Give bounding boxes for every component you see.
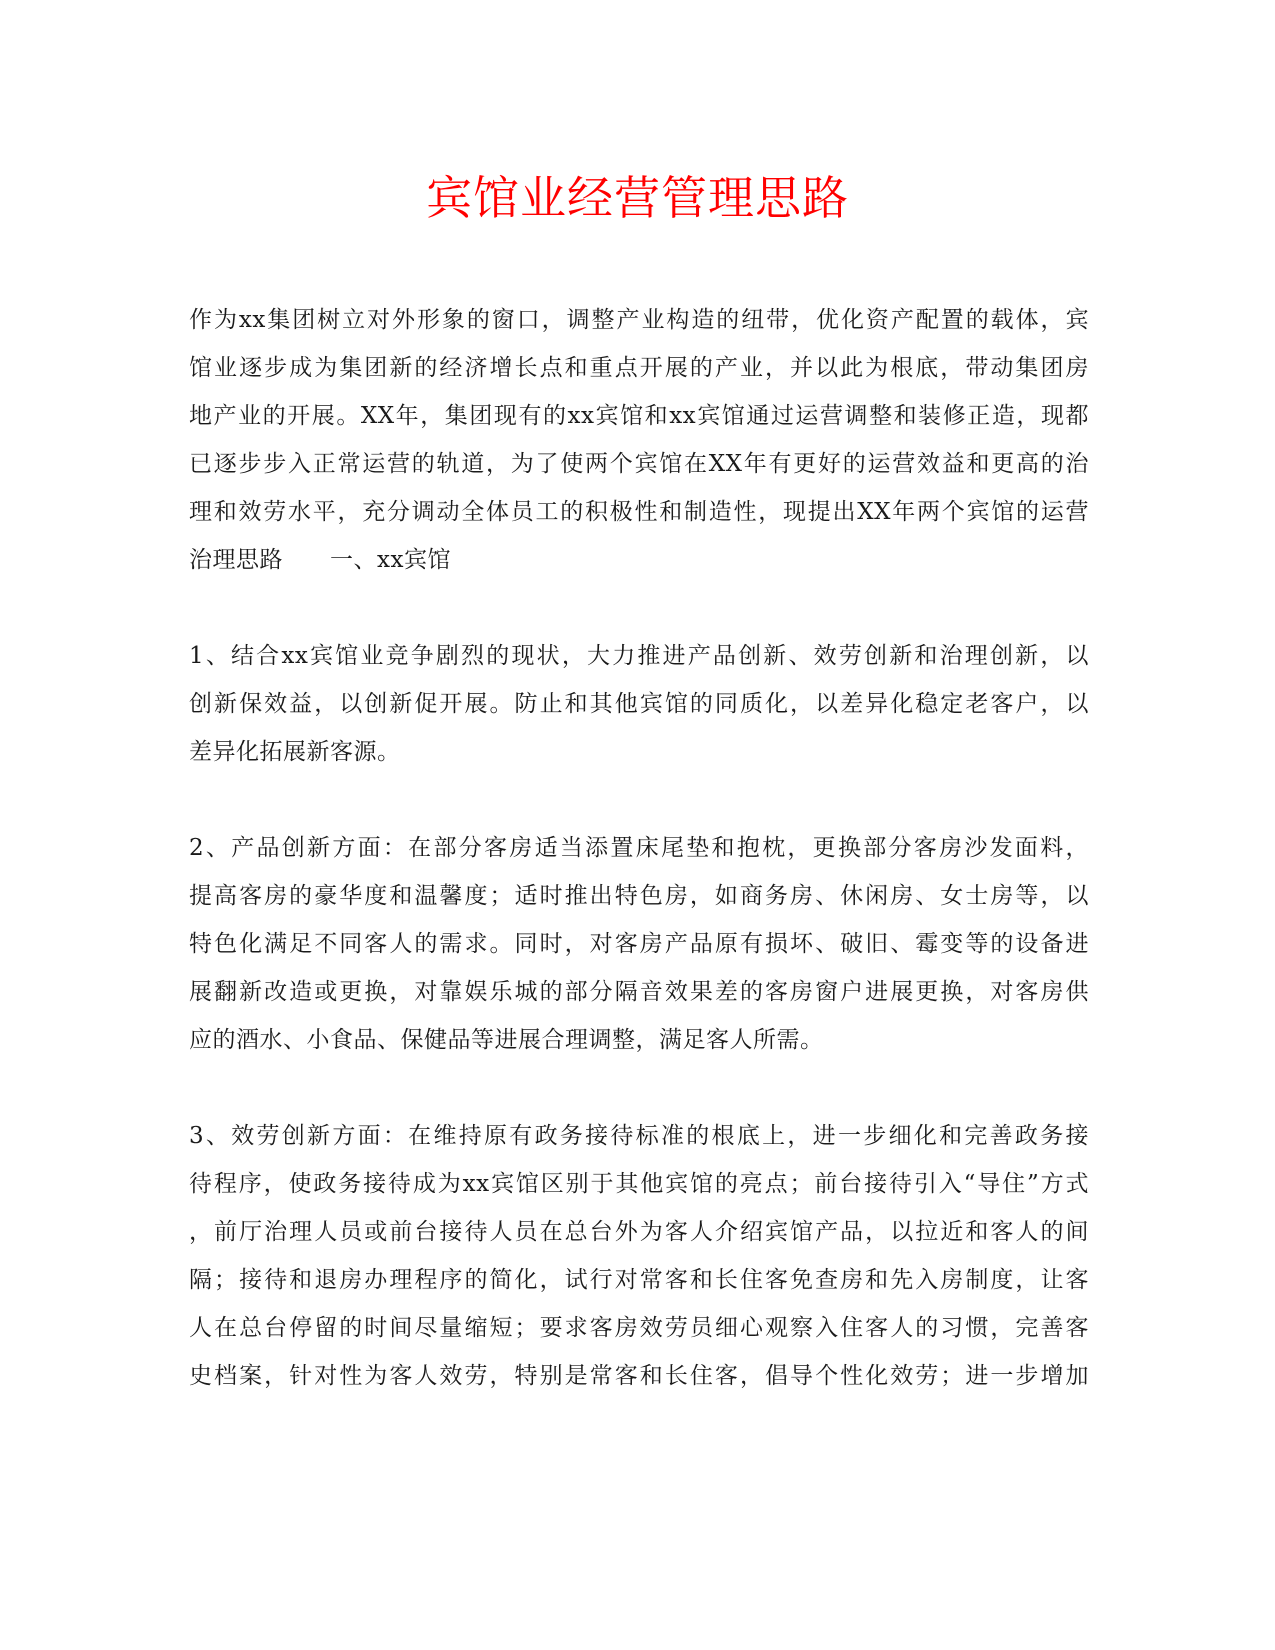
text-line: 1、结合xx宾馆业竞争剧烈的现状，大力推进产品创新、效劳创新和治理创新，以	[189, 643, 1089, 669]
text-line: 已逐步步入正常运营的轨道，为了使两个宾馆在XX年有更好的运营效益和更高的治	[189, 451, 1089, 477]
point-2-paragraph	[189, 824, 1089, 1064]
document-body	[189, 296, 1089, 1400]
point-1-paragraph	[189, 632, 1089, 776]
text-line: 治理思路 一、xx宾馆	[189, 547, 451, 573]
paragraph-gap	[189, 584, 1089, 632]
document-title: 宾馆业经营管理思路	[426, 171, 849, 225]
text-line: 差异化拓展新客源。	[189, 739, 401, 765]
intro-paragraph	[189, 296, 1089, 584]
text-line: 展翻新改造或更换，对靠娱乐城的部分隔音效果差的客房窗户进展更换，对客房供	[189, 979, 1089, 1005]
paragraph-gap	[189, 1064, 1089, 1112]
text-line: 创新保效益，以创新促开展。防止和其他宾馆的同质化，以差异化稳定老客户，以	[189, 691, 1089, 717]
text-line: ，前厅治理人员或前台接待人员在总台外为客人介绍宾馆产品，以拉近和客人的间	[189, 1219, 1089, 1245]
text-line: 隔；接待和退房办理程序的简化，试行对常客和长住客免查房和先入房制度，让客	[189, 1267, 1089, 1293]
text-line: 2、产品创新方面：在部分客房适当添置床尾垫和抱枕，更换部分客房沙发面料，	[189, 835, 1089, 861]
text-line: 应的酒水、小食品、保健品等进展合理调整，满足客人所需。	[189, 1027, 824, 1053]
text-line: 特色化满足不同客人的需求。同时，对客房产品原有损坏、破旧、霉变等的设备进	[189, 931, 1089, 957]
text-line: 理和效劳水平，充分调动全体员工的积极性和制造性，现提出XX年两个宾馆的运营	[189, 499, 1089, 525]
text-line: 地产业的开展。XX年，集团现有的xx宾馆和xx宾馆通过运营调整和装修正造，现都	[189, 403, 1089, 429]
text-line: 史档案，针对性为客人效劳，特别是常客和长住客，倡导个性化效劳；进一步增加	[189, 1363, 1089, 1389]
text-line: 待程序，使政务接待成为xx宾馆区别于其他宾馆的亮点；前台接待引入“导住”方式	[189, 1171, 1089, 1197]
text-line: 作为xx集团树立对外形象的窗口，调整产业构造的纽带，优化资产配置的载体，宾	[189, 307, 1089, 333]
text-line: 人在总台停留的时间尽量缩短；要求客房效劳员细心观察入住客人的习惯，完善客	[189, 1315, 1089, 1341]
text-line: 提高客房的豪华度和温馨度；适时推出特色房，如商务房、休闲房、女士房等，以	[189, 883, 1089, 909]
point-3-paragraph	[189, 1112, 1089, 1400]
text-line: 3、效劳创新方面：在维持原有政务接待标准的根底上，进一步细化和完善政务接	[189, 1123, 1089, 1149]
text-line: 馆业逐步成为集团新的经济增长点和重点开展的产业，并以此为根底，带动集团房	[189, 355, 1089, 381]
paragraph-gap	[189, 776, 1089, 824]
